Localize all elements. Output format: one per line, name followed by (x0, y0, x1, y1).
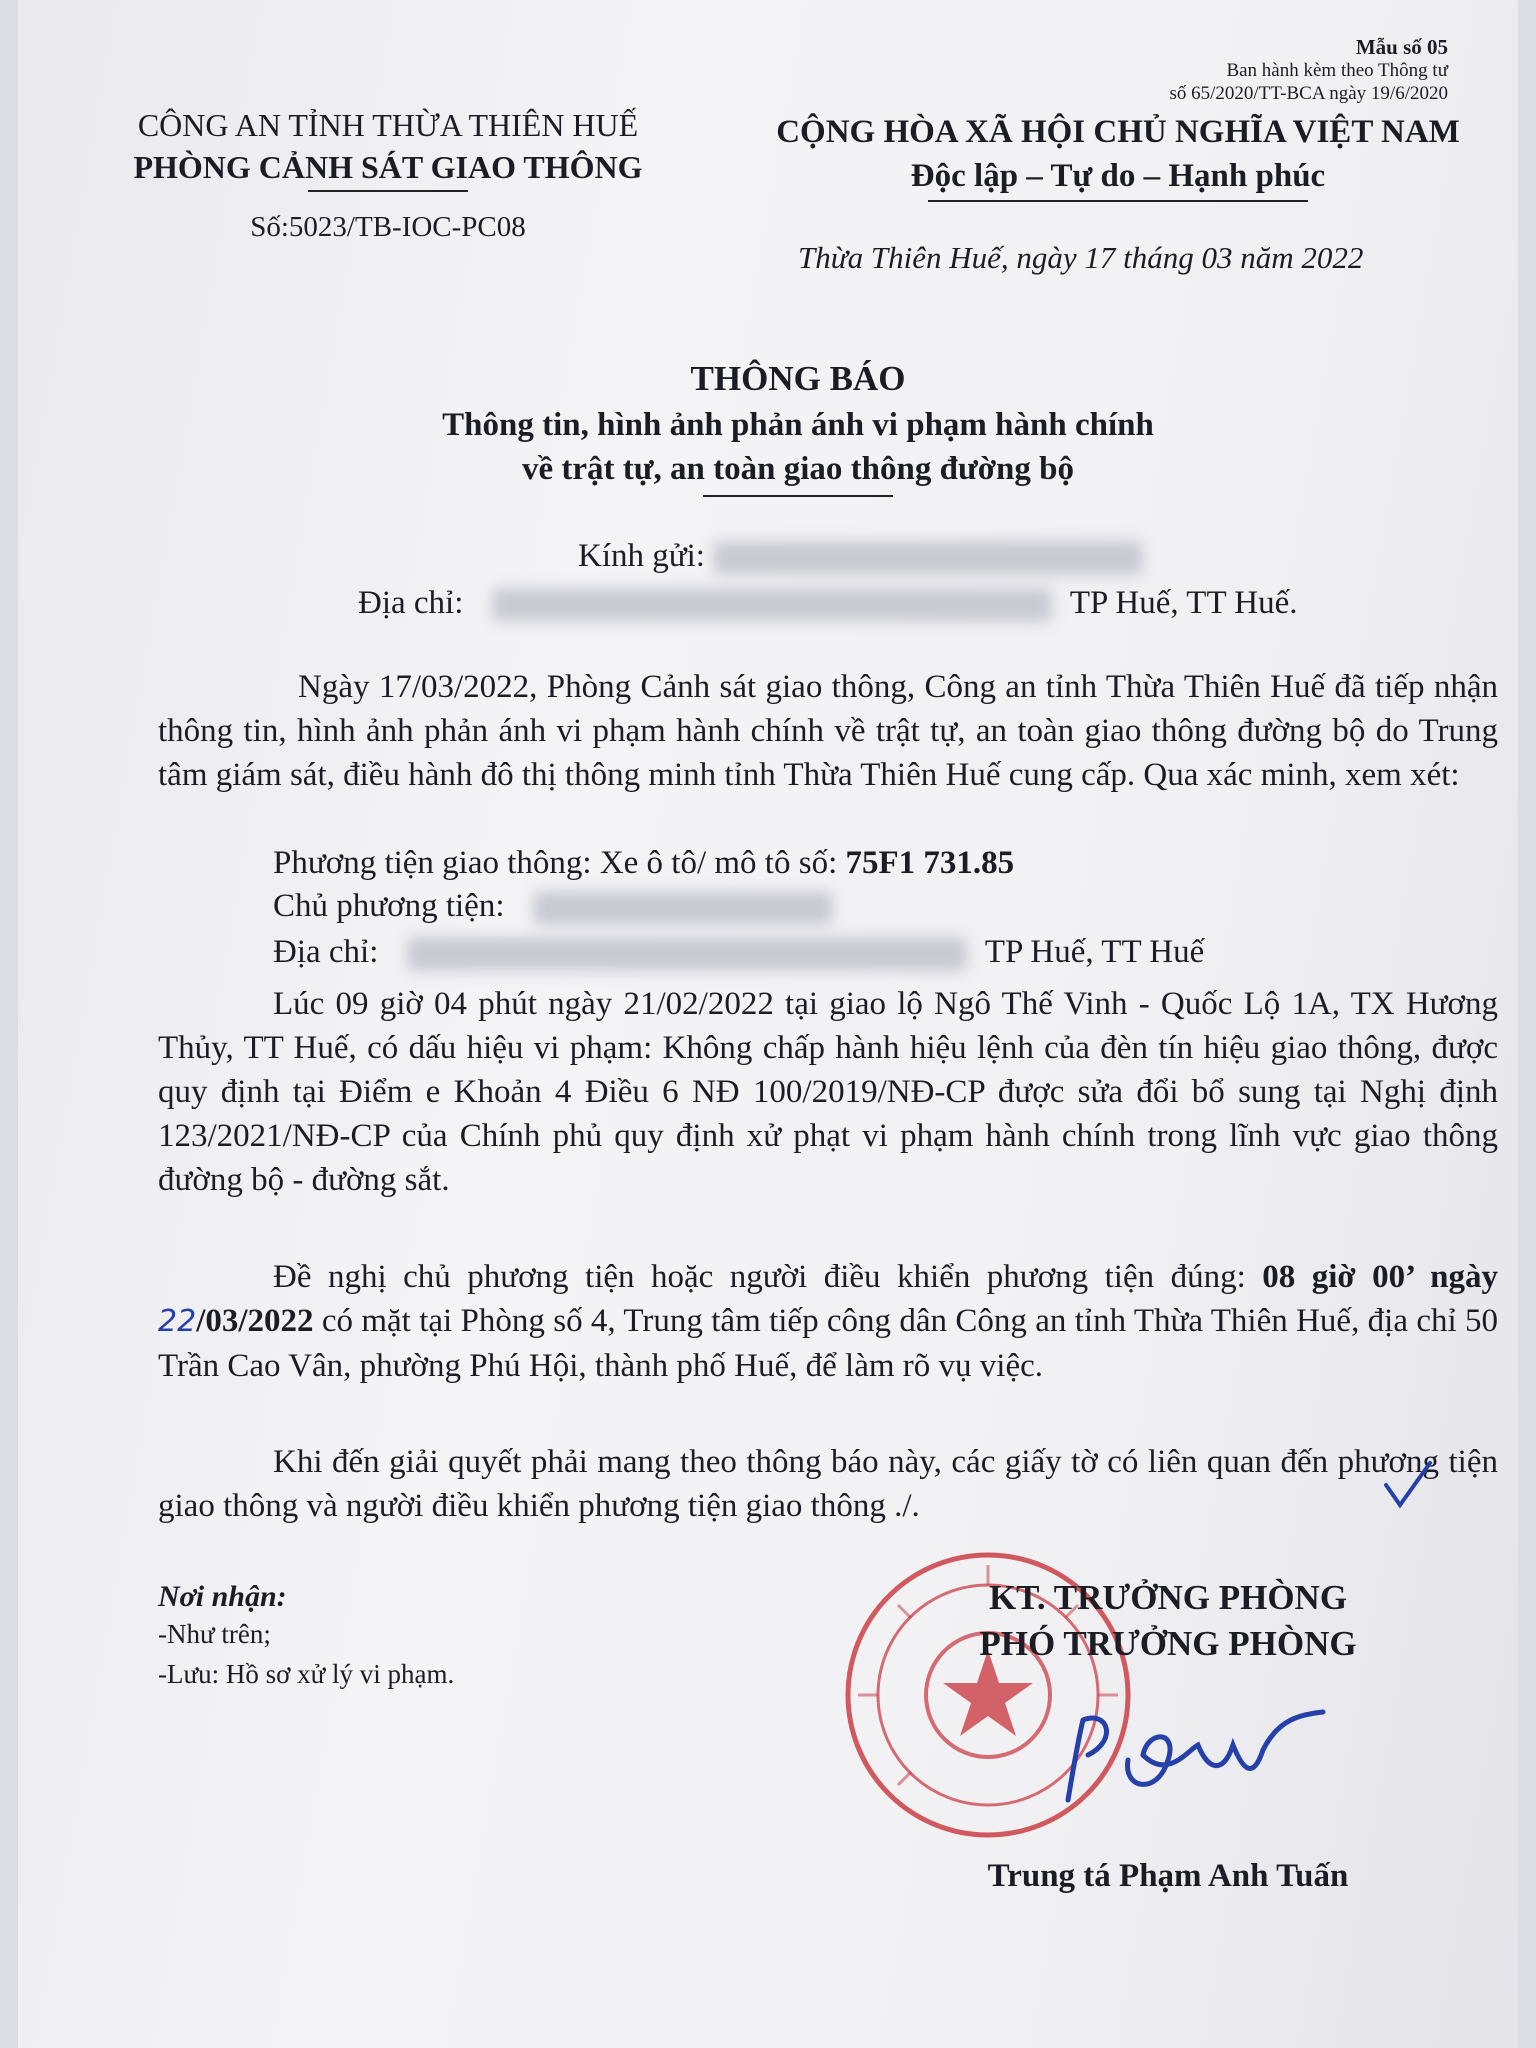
place-date: Thừa Thiên Huế, ngày 17 tháng 03 năm 2022 (798, 240, 1364, 275)
receiver-item: -Lưu: Hồ sơ xử lý vi phạm. (158, 1659, 455, 1689)
form-note-line1: Ban hành kèm theo Thông tư (1226, 60, 1448, 81)
issuing-agency (88, 104, 688, 248)
signature-title (898, 1575, 1438, 1667)
summons-location: có mặt tại Phòng số 4, Trung tâm tiếp công dân Công an tỉnh Thừa Thiên Huế, địa chỉ 50 Trần Cao Vân, phường Phú Hội, thành phố Huế, để làm rõ vụ việc. (158, 1303, 1498, 1384)
paragraph-closing: Khi đến giải quyết phải mang theo thông báo này, các giấy tờ có liên quan đến phương tiện giao thông và người điều khiển phương tiện giao thông ./. (158, 1444, 1498, 1524)
signature-line2: PHÓ TRƯỞNG PHÒNG (979, 1624, 1357, 1663)
summons-time: 08 giờ 00’ ngày (1262, 1259, 1498, 1295)
vehicle-plate: 75F1 731.85 (845, 845, 1015, 881)
owner-line (273, 888, 833, 925)
redacted-owner-address (407, 937, 967, 971)
document-title (318, 355, 1278, 497)
recipient-address-tail: TP Huế, TT Huế. (1069, 585, 1298, 621)
receivers-block (158, 1580, 454, 1694)
title-main: THÔNG BÁO (690, 359, 906, 398)
form-note (1169, 36, 1448, 105)
redacted-recipient-name (713, 541, 1143, 575)
redacted-owner-name (533, 891, 833, 925)
document-page (18, 0, 1518, 2048)
recipient-address-label: Địa chỉ: (358, 585, 464, 621)
owner-address-tail: TP Huế, TT Huế (984, 934, 1205, 970)
recipient-label: Kính gửi: (578, 538, 714, 574)
form-number: Mẫu số 05 (1355, 35, 1448, 59)
receiver-item: -Như trên; (158, 1619, 271, 1649)
handwritten-signature-icon (1048, 1700, 1348, 1830)
title-sub2: về trật tự, an toàn giao thông đường bộ (521, 451, 1074, 487)
agency-parent: CÔNG AN TỈNH THỪA THIÊN HUẾ (137, 107, 639, 143)
national-title: CỘNG HÒA XÃ HỘI CHỦ NGHĨA VIỆT NAM (776, 114, 1460, 150)
owner-label: Chủ phương tiện: (273, 888, 505, 924)
owner-address-line (273, 934, 1204, 971)
redacted-recipient-address (492, 588, 1052, 622)
title-divider (703, 495, 893, 497)
motto-divider (928, 200, 1308, 202)
signature-line1: KT. TRƯỞNG PHÒNG (988, 1578, 1348, 1617)
summons-day-handwritten: 22 (158, 1304, 197, 1339)
recipient-address-line (358, 585, 1298, 622)
summons-month-year: /03/2022 (196, 1303, 314, 1339)
agency-department: PHÒNG CẢNH SÁT GIAO THÔNG (133, 149, 643, 185)
paragraph-summons (158, 1255, 1498, 1388)
vehicle-label: Phương tiện giao thông: Xe ô tô/ mô tô số: (273, 845, 846, 881)
receivers-heading: Nơi nhận: (158, 1580, 287, 1613)
vehicle-line (273, 845, 1014, 882)
form-note-line2: số 65/2020/TT-BCA ngày 19/6/2020 (1169, 83, 1448, 104)
owner-address-label: Địa chỉ: (273, 934, 379, 970)
national-motto: Độc lập – Tự do – Hạnh phúc (910, 158, 1326, 194)
summons-text: Đề nghị chủ phương tiện hoặc người điều khiển phương tiện đúng: (273, 1259, 1263, 1295)
agency-divider (308, 190, 468, 192)
paragraph-violation: Lúc 09 giờ 04 phút ngày 21/02/2022 tại giao lộ Ngô Thế Vinh - Quốc Lộ 1A, TX Hương Thủy, TT Huế, có dấu hiệu vi phạm: Không chấp hành hiệu lệnh của đèn tín hiệu giao thông, được quy định tại Điểm e Khoản 4 Điều 6 NĐ 100/2019/NĐ-CP được sửa đổi bổ sung tại Nghị định 123/2021/NĐ-CP của Chính phủ quy định xử phạt vi phạm hành chính trong lĩnh vực giao thông đường bộ - đường sắt. (158, 986, 1498, 1198)
document-number: Số:5023/TB-IOC-PC08 (250, 211, 526, 243)
handwritten-check-icon (1378, 1455, 1438, 1515)
signer-name: Trung tá Phạm Anh Tuấn (987, 1858, 1349, 1894)
recipient-line (578, 538, 1143, 575)
paragraph-intro: Ngày 17/03/2022, Phòng Cảnh sát giao thông, Công an tỉnh Thừa Thiên Huế đã tiếp nhận thông tin, hình ảnh phản ánh vi phạm hành chính về trật tự, an toàn giao thông đường bộ do Trung tâm giám sát, điều hành đô thị thông minh tỉnh Thừa Thiên Huế cung cấp. Qua xác minh, xem xét: (158, 669, 1498, 793)
national-header (758, 110, 1478, 202)
title-sub1: Thông tin, hình ảnh phản ánh vi phạm hành chính (442, 407, 1154, 443)
